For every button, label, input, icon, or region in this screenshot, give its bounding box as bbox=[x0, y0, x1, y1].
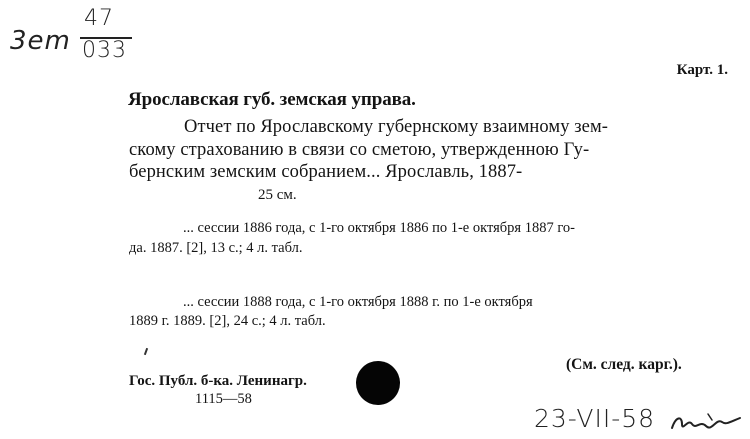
title-line-2: скому страхованию в связи со сметою, утвержденною Гу- bbox=[129, 140, 590, 160]
author-heading: Ярославская губ. земская управа. bbox=[128, 89, 416, 110]
holding-1-line-1: ... сессии 1886 года, с 1-го октября 1886 по 1-е октября 1887 го- bbox=[183, 220, 576, 236]
library-code: 1115—58 bbox=[195, 391, 252, 407]
shelfmark-denominator: 033 bbox=[82, 38, 127, 63]
title-line-3: бернским земским собранием... Ярославль, 1887- bbox=[129, 162, 523, 182]
see-next-card-note: (См. след. карг.). bbox=[566, 356, 682, 373]
holding-2-line-2: 1889 г. 1889. [2], 24 с.; 4 л. табл. bbox=[129, 313, 326, 329]
holding-1-line-2: да. 1887. [2], 13 с.; 4 л. табл. bbox=[129, 240, 303, 256]
size-note: 25 см. bbox=[258, 187, 297, 203]
card-number: Карт. 1. bbox=[676, 62, 728, 78]
handwritten-signature bbox=[668, 408, 744, 436]
library-name: Гос. Публ. б-ка. Ленинагр. bbox=[129, 373, 307, 389]
handwritten-date: 23-VII-58 bbox=[534, 404, 656, 433]
shelfmark-numerator: 47 bbox=[84, 6, 114, 31]
holding-2-line-1: ... сессии 1888 года, с 1-го октября 1888 г. по 1-е октября bbox=[183, 294, 533, 310]
shelfmark-prefix: 3em bbox=[10, 26, 71, 56]
title-line-1: Отчет по Ярославскому губернскому взаимному зем- bbox=[184, 117, 609, 137]
punch-hole bbox=[356, 361, 400, 405]
ink-speck bbox=[144, 348, 148, 355]
